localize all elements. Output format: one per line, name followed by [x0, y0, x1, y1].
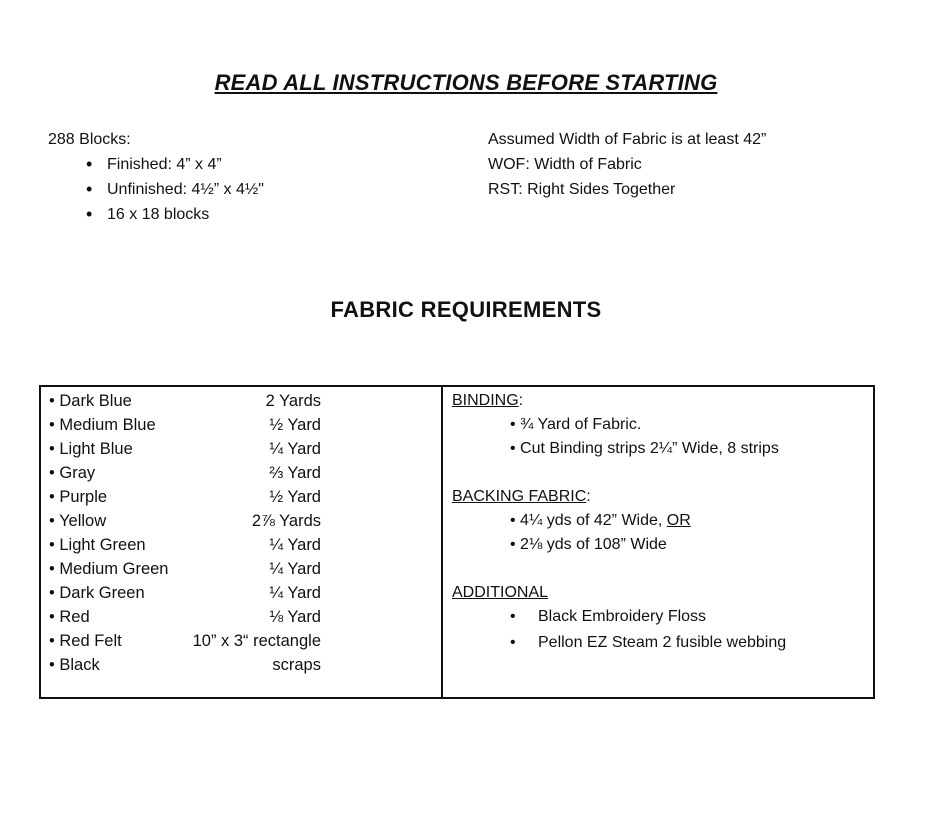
binding-heading — [452, 389, 862, 413]
fabric-name: • Medium Blue — [49, 416, 156, 434]
blocks-heading: 288 Blocks: — [48, 131, 131, 148]
fabric-row-red — [49, 605, 329, 629]
fabric-requirements-title: FABRIC REQUIREMENTS — [330, 297, 602, 322]
fabric-name: • Dark Blue — [49, 392, 132, 410]
fabric-qty: ⅛ Yard — [269, 608, 321, 626]
additional-heading: ADDITIONAL — [452, 584, 549, 601]
fabric-qty: 2⅞ Yards — [251, 512, 321, 530]
fabric-name: • Red — [49, 608, 90, 626]
fabric-name: • Dark Green — [49, 584, 145, 602]
backing-heading — [452, 485, 862, 509]
fabric-qty: ½ Yard — [269, 488, 321, 506]
backing-item-108: • 2⅛ yds of 108” Wide — [510, 536, 667, 553]
fabric-list — [49, 389, 329, 677]
fabric-qty: ¼ Yard — [269, 536, 321, 554]
fabric-row-red-felt — [49, 629, 329, 653]
backing-or: OR — [666, 512, 691, 529]
fabric-row-yellow — [49, 509, 329, 533]
binding-item-strips: • Cut Binding strips 2¼” Wide, 8 strips — [510, 440, 779, 457]
fabric-name: • Red Felt — [49, 632, 122, 650]
backing-heading-colon: : — [586, 488, 591, 505]
fabric-name: • Light Blue — [49, 440, 133, 458]
assumption-rst: RST: Right Sides Together — [488, 181, 676, 198]
fabric-qty: ¼ Yard — [269, 584, 321, 602]
spacer — [452, 557, 862, 581]
fabric-qty: ⅔ Yard — [269, 464, 321, 482]
assumption-fabric-width: Assumed Width of Fabric is at least 42” — [488, 131, 767, 148]
fabric-qty: 10” x 3“ rectangle — [192, 632, 321, 650]
bullet: • — [510, 608, 516, 625]
binding-item-yard: • ¾ Yard of Fabric. — [510, 416, 642, 433]
fabric-row-dark-green — [49, 581, 329, 605]
fabric-name: • Yellow — [49, 512, 107, 530]
blocks-item-unfinished: • Unfinished: 4½” x 4½" — [86, 177, 264, 202]
fabric-name: • Purple — [49, 488, 108, 506]
assumptions-section — [488, 127, 766, 202]
fabric-qty: scraps — [272, 656, 321, 674]
additional-item-webbing — [452, 631, 862, 655]
fabric-qty: ½ Yard — [269, 416, 321, 434]
fabric-row-black — [49, 653, 329, 677]
fabric-name: • Gray — [49, 464, 96, 482]
notions-column — [452, 389, 862, 655]
additional-item-floss — [452, 605, 862, 629]
binding-heading-label: BINDING — [452, 392, 519, 409]
backing-item-42-text: • 4¼ yds of 42” Wide, — [510, 512, 667, 529]
fabric-row-light-green — [49, 533, 329, 557]
additional-item-floss-text: Black Embroidery Floss — [538, 608, 707, 625]
fabric-qty: ¼ Yard — [269, 560, 321, 578]
fabric-row-light-blue — [49, 437, 329, 461]
fabric-qty: 2 Yards — [265, 392, 321, 410]
fabric-name: • Medium Green — [49, 560, 169, 578]
blocks-item-count: • 16 x 18 blocks — [86, 202, 264, 227]
table-divider — [441, 385, 443, 699]
blocks-item-finished: • Finished: 4” x 4” — [86, 152, 264, 177]
fabric-name: • Light Green — [49, 536, 146, 554]
blocks-list — [48, 152, 264, 227]
fabric-row-medium-green — [49, 557, 329, 581]
binding-heading-colon: : — [518, 392, 524, 409]
assumption-wof: WOF: Width of Fabric — [488, 156, 642, 173]
bullet: • — [510, 634, 516, 651]
additional-item-webbing-text: Pellon EZ Steam 2 fusible webbing — [538, 634, 787, 651]
fabric-row-dark-blue — [49, 389, 329, 413]
spacer — [452, 461, 862, 485]
fabric-name: • Black — [49, 656, 100, 674]
fabric-row-purple — [49, 485, 329, 509]
backing-item-42 — [452, 509, 862, 533]
page-title: READ ALL INSTRUCTIONS BEFORE STARTING — [214, 70, 718, 95]
backing-heading-label: BACKING FABRIC — [452, 488, 587, 505]
fabric-row-medium-blue — [49, 413, 329, 437]
fabric-qty: ¼ Yard — [269, 440, 321, 458]
blocks-section — [48, 127, 264, 227]
fabric-row-gray — [49, 461, 329, 485]
